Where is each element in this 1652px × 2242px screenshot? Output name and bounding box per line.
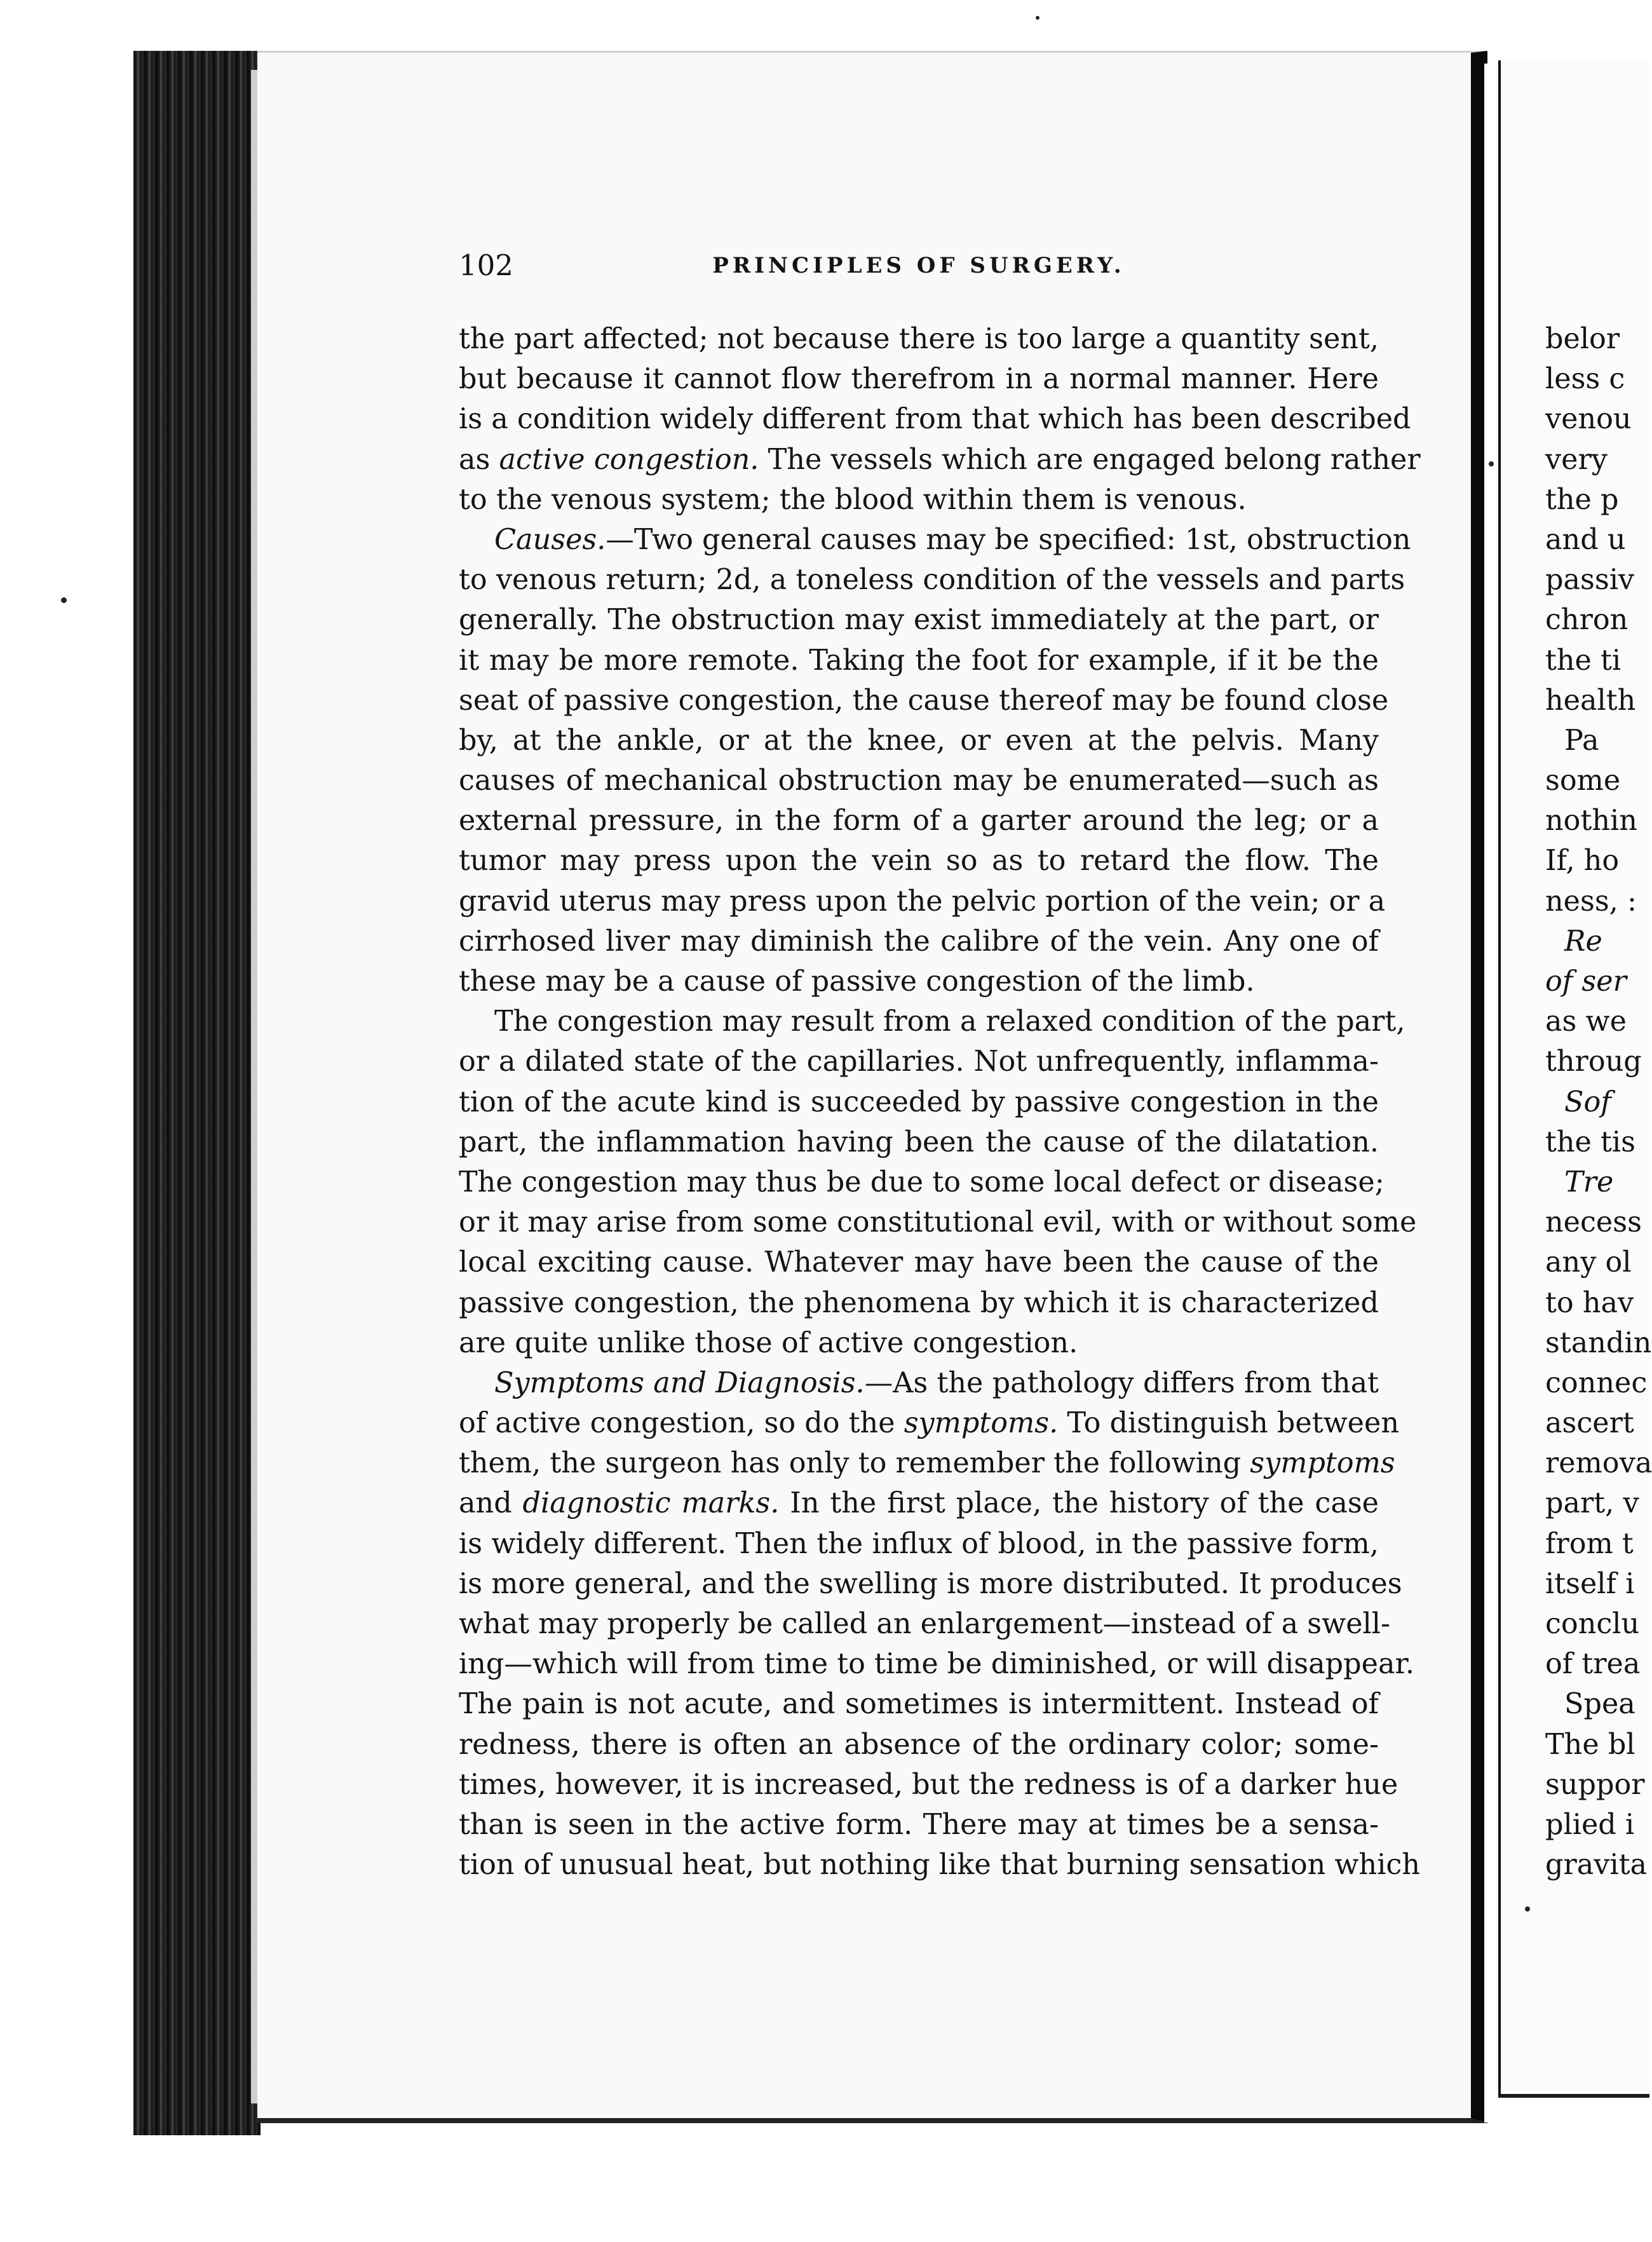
facing-page-line: the tis — [1545, 1125, 1635, 1158]
text-line — [459, 681, 1389, 721]
text-run: are quite unlike those of active congestion. — [459, 1326, 1078, 1359]
italic-text: symptoms — [1250, 1447, 1395, 1480]
text-line — [459, 1443, 1395, 1483]
facing-page-line: the ti — [1545, 644, 1622, 677]
text-line — [459, 319, 1379, 359]
italic-text: symptoms. — [904, 1407, 1059, 1440]
text-run: causes of mechanical obstruction may be enumerated—such as — [459, 764, 1379, 798]
scan-speck — [1489, 461, 1494, 466]
text-line — [459, 641, 1379, 681]
text-line — [459, 560, 1405, 600]
text-run: and — [459, 1487, 523, 1520]
body-text — [459, 319, 1421, 1885]
text-line — [459, 881, 1386, 921]
facing-page-line: gravita — [1545, 1849, 1648, 1882]
facing-page-line: health — [1545, 684, 1636, 717]
page-header — [459, 247, 1379, 285]
text-run: passive congestion, the phenomena by which it is characterized — [459, 1286, 1379, 1319]
text-run: cirrhosed liver may diminish the calibre of the vein. Any one of — [459, 925, 1379, 958]
text-line — [459, 1644, 1415, 1684]
text-run: these may be a cause of passive congestion of the limb. — [459, 965, 1255, 998]
facing-page-line: suppor — [1545, 1768, 1645, 1801]
facing-page-line: throug — [1545, 1045, 1642, 1078]
facing-page-line: from t — [1545, 1527, 1634, 1560]
text-line — [459, 440, 1421, 480]
text-line — [459, 1042, 1379, 1082]
text-run: is a condition widely different from that which has been described — [459, 403, 1411, 436]
text-line — [459, 1403, 1399, 1443]
text-run: The congestion may result from a relaxed condition of the part, — [494, 1005, 1405, 1038]
facing-page-line: nothin — [1545, 805, 1637, 838]
scan-speck — [1036, 16, 1039, 20]
text-run: part, the inflammation having been the cause of the dilatation. — [459, 1125, 1379, 1158]
text-line — [459, 1002, 1405, 1042]
text-run: to the venous system; the blood within them is venous. — [459, 483, 1247, 516]
text-run: local exciting cause. Whatever may have been the cause of the — [459, 1246, 1379, 1279]
text-line — [459, 801, 1379, 841]
facing-page-line: ascert — [1545, 1407, 1634, 1440]
facing-page-line: Re — [1564, 925, 1602, 958]
text-run: what may properly be called an enlargement—instead of a swell- — [459, 1608, 1391, 1640]
facing-page-line: some — [1545, 764, 1621, 798]
facing-page-line: itself i — [1545, 1567, 1635, 1600]
text-run: it may be more remote. Taking the foot for example, if it be the — [459, 644, 1379, 677]
text-line — [459, 1524, 1379, 1564]
facing-page-line: passiv — [1545, 564, 1635, 597]
text-line — [459, 1202, 1417, 1242]
facing-page-line: necess — [1545, 1206, 1642, 1239]
facing-page-line: of trea — [1545, 1648, 1641, 1681]
text-run: —Two general causes may be specified: 1st, obstruction — [606, 523, 1411, 556]
text-line — [459, 1725, 1379, 1765]
text-line — [459, 1805, 1379, 1845]
facing-page-line: as we — [1545, 1005, 1627, 1038]
text-line — [459, 1242, 1379, 1282]
text-line — [459, 1122, 1379, 1162]
facing-page-line: conclu — [1545, 1608, 1640, 1640]
facing-page-line: very — [1545, 443, 1608, 476]
facing-page-line: ness, : — [1545, 885, 1637, 918]
text-run: is widely different. Then the influx of blood, in the passive form, — [459, 1527, 1379, 1560]
text-line — [459, 841, 1379, 881]
text-line — [459, 1765, 1398, 1805]
text-line — [459, 761, 1379, 801]
scan-speck — [1525, 1906, 1530, 1912]
text-run: gravid uterus may press upon the pelvic portion of the vein; or a — [459, 885, 1386, 918]
text-run: the part affected; not because there is too large a quantity sent, — [459, 323, 1379, 355]
facing-page-line: Pa — [1564, 724, 1599, 757]
text-line — [459, 1323, 1379, 1363]
text-line — [459, 1082, 1379, 1122]
facing-page-line: connec — [1545, 1366, 1648, 1399]
text-run: tion of the acute kind is succeeded by passive congestion in the — [459, 1085, 1379, 1118]
text-run: The congestion may thus be due to some local defect or disease; — [459, 1165, 1385, 1199]
text-line — [459, 1483, 1379, 1523]
scan-speck — [61, 597, 67, 603]
text-line — [459, 1684, 1379, 1724]
facing-page-line: belor — [1545, 323, 1620, 355]
text-run: by, at the ankle, or at the knee, or even at the pelvis. Many — [459, 724, 1379, 757]
text-run: In the first place, the history of the case — [779, 1487, 1379, 1520]
text-run: or it may arise from some constitutional evil, with or without some — [459, 1206, 1417, 1239]
text-run: external pressure, in the form of a garter around the leg; or a — [459, 805, 1379, 838]
text-line — [459, 359, 1379, 399]
facing-page-line: and u — [1545, 523, 1626, 556]
facing-page-line: chron — [1545, 604, 1628, 637]
text-run: times, however, it is increased, but the redness is of a darker hue — [459, 1768, 1398, 1801]
facing-page-line: Tre — [1564, 1165, 1614, 1199]
book-spine-shadow — [133, 51, 261, 2135]
facing-page-line: standin — [1545, 1326, 1652, 1359]
text-line — [459, 1283, 1379, 1323]
italic-text: active congestion. — [499, 443, 759, 476]
text-run: ing—which will from time to time be diminished, or will disappear. — [459, 1648, 1415, 1681]
text-run: The vessels which are engaged belong rather — [759, 443, 1421, 476]
text-line — [459, 1363, 1379, 1403]
italic-text: Symptoms and Diagnosis. — [494, 1366, 865, 1399]
text-run: tion of unusual heat, but nothing like that burning sensation which — [459, 1849, 1420, 1882]
facing-page-line: plied i — [1545, 1808, 1635, 1841]
text-run: seat of passive congestion, the cause thereof may be found close — [459, 684, 1389, 717]
facing-page-line: of ser — [1545, 965, 1627, 998]
text-line — [459, 480, 1379, 520]
text-run: tumor may press upon the vein so as to retard the flow. The — [459, 845, 1379, 878]
facing-page-line: Spea — [1564, 1688, 1635, 1721]
facing-page-line: the p — [1545, 483, 1619, 516]
facing-page-line: less c — [1545, 363, 1625, 396]
text-run: but because it cannot flow therefrom in a normal manner. Here — [459, 363, 1379, 396]
text-line — [459, 600, 1379, 640]
facing-page-line: to hav — [1545, 1286, 1634, 1319]
text-line — [459, 961, 1379, 1002]
running-title: PRINCIPLES OF SURGERY. — [712, 253, 1125, 278]
text-line — [459, 1845, 1420, 1885]
facing-page-line: part, v — [1545, 1487, 1639, 1520]
text-run: than is seen in the active form. There may at times be a sensa- — [459, 1808, 1379, 1841]
facing-page-line: remova — [1545, 1447, 1652, 1480]
facing-page-line: any ol — [1545, 1246, 1632, 1279]
text-run: or a dilated state of the capillaries. Not unfrequently, inflamma- — [459, 1045, 1379, 1078]
text-run: them, the surgeon has only to remember the following — [459, 1447, 1250, 1480]
text-line — [459, 721, 1379, 761]
facing-page-line: Sof — [1564, 1085, 1611, 1118]
text-line — [459, 921, 1379, 961]
facing-page-line: The bl — [1545, 1728, 1635, 1761]
text-run: generally. The obstruction may exist immediately at the part, or — [459, 604, 1379, 637]
italic-text: diagnostic marks. — [522, 1487, 780, 1520]
text-line — [459, 1604, 1391, 1644]
text-line — [459, 520, 1411, 560]
text-run: to venous return; 2d, a toneless condition of the vessels and parts — [459, 564, 1405, 597]
facing-page-text — [1545, 319, 1652, 1885]
page-number: 102 — [459, 248, 513, 282]
text-run: as — [459, 443, 499, 476]
text-line — [459, 399, 1411, 439]
facing-page-line: venou — [1545, 403, 1632, 436]
text-line — [459, 1162, 1385, 1202]
text-run: redness, there is often an absence of the ordinary color; some- — [459, 1728, 1379, 1761]
text-line — [459, 1564, 1402, 1604]
text-run: The pain is not acute, and sometimes is intermittent. Instead of — [459, 1688, 1379, 1721]
facing-page-line: If, ho — [1545, 845, 1620, 878]
text-run: is more general, and the swelling is more distributed. It produces — [459, 1567, 1402, 1600]
text-run: of active congestion, so do the — [459, 1407, 904, 1440]
text-run: —As the pathology differs from that — [864, 1366, 1379, 1399]
text-run: To distinguish between — [1058, 1407, 1399, 1440]
italic-text: Causes. — [494, 523, 606, 556]
